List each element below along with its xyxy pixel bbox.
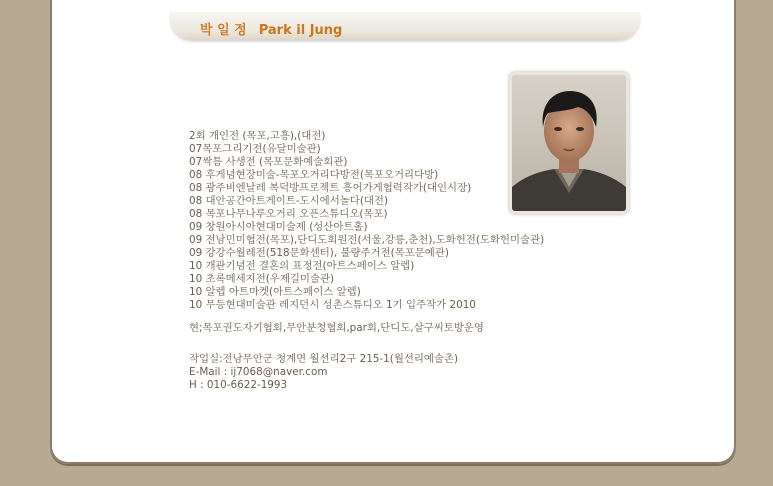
artist-info	[189, 130, 599, 392]
exhibition-item: 09 전남민미협전(목포),단디도회원전(서울,강릉,춘천),도화헌전(도화헌미술관)	[189, 234, 545, 246]
artist-name-korean: 박 일 정	[200, 23, 247, 38]
exhibition-item: 10 알렙 아트마켓(아트스페이스 알렙)	[189, 286, 361, 298]
studio-address: 작업실:전남무안군 청계면 월선리2구 215-1(월선리예술촌)	[189, 353, 459, 365]
exhibition-item: 08 광주비엔날레 복덕방프로젝트 흥어가게협력작가(대인시장)	[189, 182, 472, 194]
exhibition-item: 10 무등현대미술관 레지던시 성촌스튜디오 1기 입주작가 2010	[189, 299, 476, 311]
exhibition-item: 08 대안공간아트게이트-도시에서놀다(대전)	[189, 195, 389, 207]
membership-text: 현;목포권도자기협회,무안분청협회,par회,단디도,살구씨토방운영	[189, 322, 484, 334]
email-text: E-Mail : ij7068@naver.com	[189, 366, 328, 378]
exhibition-item: 08 후게념현장미술-목포오거리다방전(목포오거리다방)	[189, 169, 439, 181]
exhibition-item: 10 개관기념전 결혼의 표정전(아트스페이스 알렙)	[189, 260, 415, 272]
artist-name-english: Park il Jung	[258, 23, 343, 38]
exhibition-item: 07목포그리기전(유달미술관)	[189, 143, 321, 155]
exhibition-item: 10 초록메세지전(우제길미술관)	[189, 273, 335, 285]
artist-name	[200, 19, 342, 38]
exhibition-item: 09 강강수월레전(518문화센터), 불량주거전(목포문예관)	[189, 247, 449, 259]
exhibition-item: 08 목포나무나루오거리 오픈스튜디오(목포)	[189, 208, 388, 220]
name-banner	[170, 12, 640, 40]
exhibition-item: 2회 개인전 (목포,고흥),(대전)	[189, 130, 326, 142]
exhibition-item: 09 창원아시아현대미술제 (성산아트홀)	[189, 221, 368, 233]
exhibition-list	[189, 130, 599, 312]
phone-text: H : 010-6622-1993	[189, 379, 288, 391]
exhibition-item: 07싹틈 사생전 (목포문화예술회관)	[189, 156, 348, 168]
